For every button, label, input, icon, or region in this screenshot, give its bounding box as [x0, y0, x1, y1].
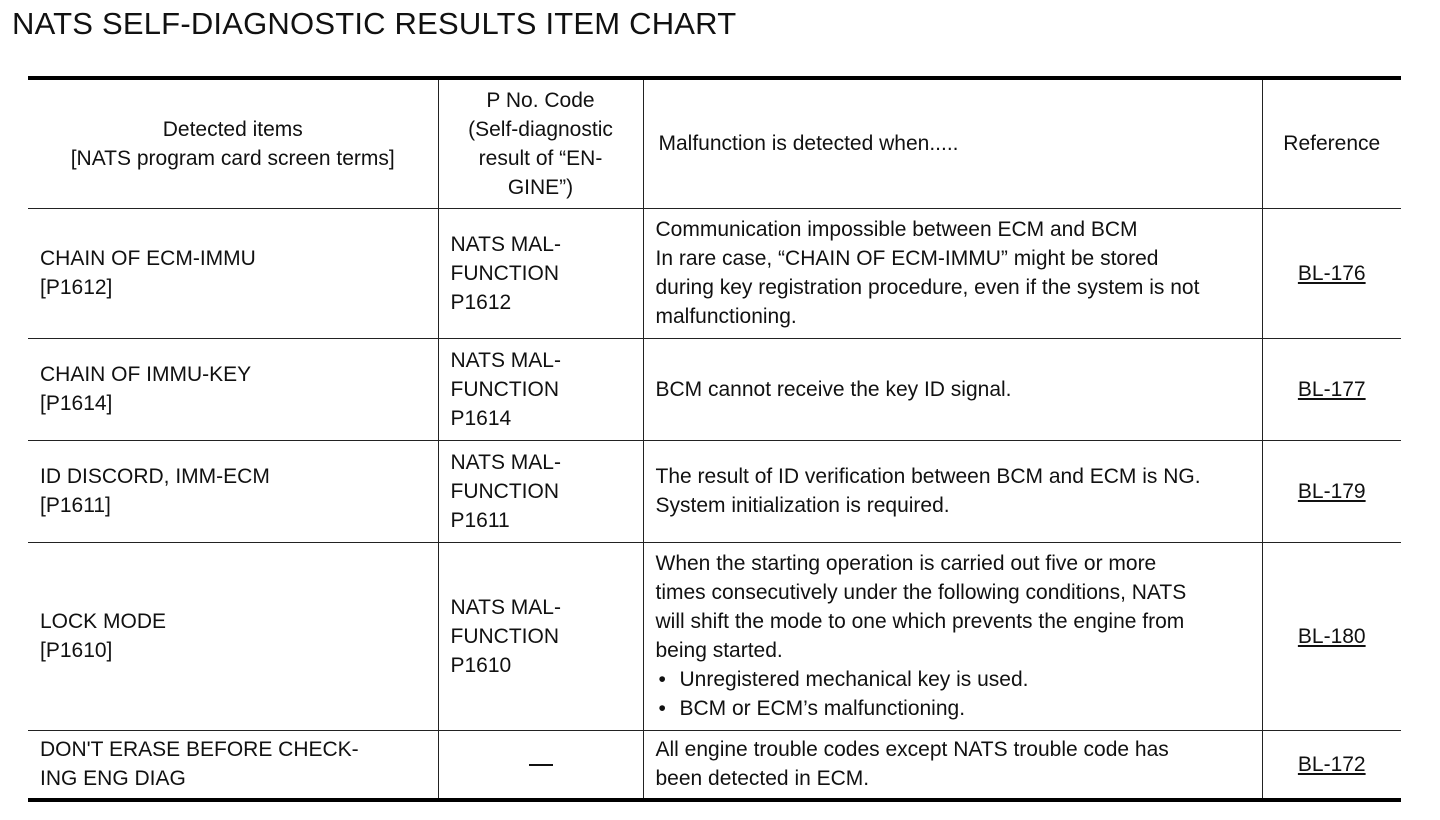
- p-code-cell: [438, 542, 643, 730]
- header-p-no-code: [438, 78, 643, 208]
- item-code: [P1610]: [40, 639, 113, 662]
- reference-link-bl-176[interactable]: BL-176: [1297, 261, 1366, 285]
- malfunction-cell: [643, 730, 1262, 800]
- header-code-line: P No. Code: [486, 88, 595, 112]
- table-row: [28, 208, 1401, 338]
- item-name: CHAIN OF ECM-IMMU: [40, 247, 256, 270]
- detected-item-cell: [28, 338, 438, 440]
- detected-item-cell: [28, 730, 438, 800]
- p-code-cell: [438, 338, 643, 440]
- reference-cell: [1262, 440, 1401, 542]
- condition-item: • Unregistered mechanical key is used.: [656, 665, 1250, 694]
- reference-cell: [1262, 542, 1401, 730]
- code-line: NATS MAL-: [450, 348, 561, 372]
- desc-line: In rare case, “CHAIN OF ECM-IMMU” might be stored: [655, 247, 1159, 270]
- code-line: FUNCTION: [450, 377, 559, 401]
- reference-link-bl-172[interactable]: BL-172: [1297, 752, 1366, 776]
- code-line: FUNCTION: [450, 624, 559, 648]
- header-detected-line: [NATS program card screen terms]: [70, 146, 395, 170]
- code-line: NATS MAL-: [450, 232, 561, 256]
- detected-item-cell: [28, 440, 438, 542]
- code-line: P1611: [450, 508, 510, 532]
- header-detected-items: [28, 78, 438, 208]
- p-code-cell: [438, 440, 643, 542]
- no-code-dash: [529, 764, 553, 766]
- item-code: [P1614]: [40, 392, 113, 415]
- item-name: ID DISCORD, IMM-ECM: [40, 465, 270, 488]
- desc-line: When the starting operation is carried out five or more: [655, 552, 1157, 575]
- header-code-line: (Self-diagnostic: [468, 117, 613, 141]
- code-line: NATS MAL-: [450, 595, 561, 619]
- item-name: CHAIN OF IMMU-KEY: [40, 363, 252, 386]
- desc-line: being started.: [655, 639, 783, 662]
- header-code-line: result of “EN-: [478, 146, 603, 170]
- item-name: DON'T ERASE BEFORE CHECK-: [40, 738, 359, 762]
- desc-line: malfunctioning.: [655, 305, 797, 328]
- item-code: [P1611]: [40, 494, 111, 517]
- reference-cell: [1262, 338, 1401, 440]
- reference-cell: [1262, 208, 1401, 338]
- malfunction-cell: [643, 542, 1262, 730]
- header-detected-line: Detected items: [162, 117, 303, 141]
- condition-list: [656, 665, 1250, 723]
- reference-link-bl-177[interactable]: BL-177: [1297, 377, 1366, 401]
- code-line: FUNCTION: [450, 261, 559, 285]
- code-line: NATS MAL-: [450, 450, 561, 474]
- table-row: [28, 730, 1401, 800]
- desc-line: BCM cannot receive the key ID signal.: [655, 377, 1012, 401]
- item-name: LOCK MODE: [40, 610, 167, 633]
- table-row: [28, 440, 1401, 542]
- table-row: [28, 542, 1401, 730]
- header-row: [28, 78, 1401, 208]
- condition-item: • BCM or ECM’s malfunctioning.: [656, 694, 1250, 723]
- header-malfunction: Malfunction is detected when.....: [643, 78, 1262, 208]
- desc-line: System initialization is required.: [655, 494, 950, 517]
- malfunction-cell: [643, 338, 1262, 440]
- desc-line: been detected in ECM.: [655, 767, 870, 791]
- p-code-cell: [438, 208, 643, 338]
- item-code: [P1612]: [40, 276, 113, 299]
- desc-line: All engine trouble codes except NATS trouble code has: [655, 738, 1169, 762]
- detected-item-cell: [28, 208, 438, 338]
- desc-line: Communication impossible between ECM and BCM: [655, 218, 1138, 241]
- p-code-cell: [438, 730, 643, 800]
- reference-link-bl-179[interactable]: BL-179: [1297, 479, 1366, 503]
- item-name: ING ENG DIAG: [40, 767, 186, 791]
- header-code-line: GINE”): [507, 175, 574, 199]
- malfunction-cell: [643, 440, 1262, 542]
- table-row: [28, 338, 1401, 440]
- desc-line: The result of ID verification between BCM and ECM is NG.: [655, 465, 1201, 488]
- diagnostic-results-table: [28, 76, 1401, 802]
- desc-line: will shift the mode to one which prevents the engine from: [655, 610, 1185, 633]
- header-reference: Reference: [1262, 78, 1401, 208]
- code-line: P1610: [450, 653, 512, 677]
- reference-cell: [1262, 730, 1401, 800]
- desc-line: times consecutively under the following conditions, NATS: [655, 581, 1187, 604]
- code-line: P1614: [450, 406, 512, 430]
- malfunction-cell: [643, 208, 1262, 338]
- detected-item-cell: [28, 542, 438, 730]
- reference-link-bl-180[interactable]: BL-180: [1297, 624, 1366, 648]
- code-line: P1612: [450, 290, 512, 314]
- desc-line: during key registration procedure, even if the system is not: [655, 276, 1200, 299]
- page-title: NATS SELF-DIAGNOSTIC RESULTS ITEM CHART: [12, 6, 737, 41]
- code-line: FUNCTION: [450, 479, 559, 503]
